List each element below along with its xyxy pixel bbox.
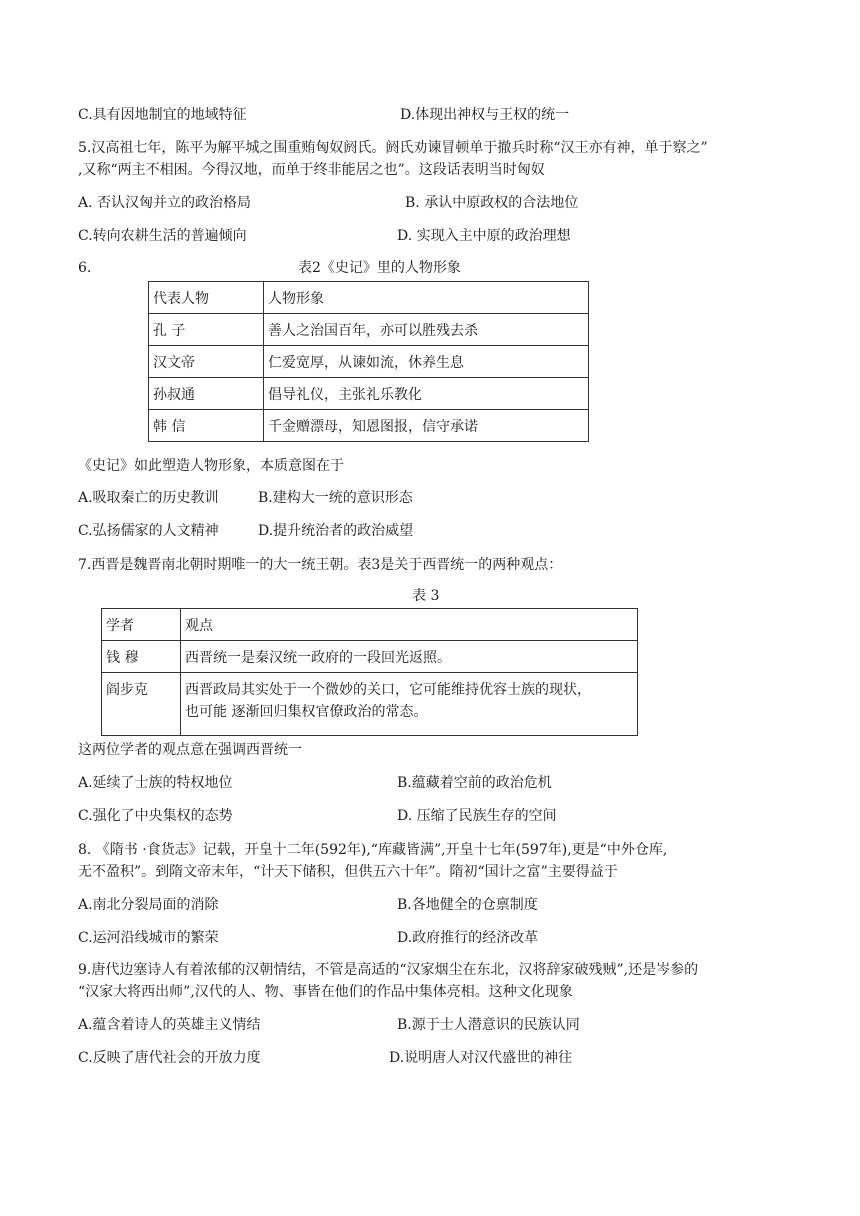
q8-option-a: A.南北分裂局面的消除 [78,897,219,913]
table-row [149,346,589,378]
q4-option-d: D.体现出神权与王权的统一 [400,107,570,123]
q7-stem: 7.西晋是魏晋南北朝时期唯一的大一统王朝。表3是关于西晋统一的两种观点： [78,557,563,573]
table-cell [181,673,638,736]
table-header-cell: 人物形象 [264,282,589,314]
q9-option-a: A.蕴含着诗人的英雄主义情结 [78,1017,261,1033]
table-cell: 孙叔通 [149,378,264,410]
table-header-cell: 代表人物 [149,282,264,314]
table-cell: 阎步克 [102,673,181,736]
q8-option-c: C.运河沿线城市的繁荣 [78,930,219,946]
table-row [102,641,638,673]
table-cell: 善人之治国百年，亦可以胜残去杀 [264,314,589,346]
table-cell: 韩 信 [149,410,264,442]
q7-question: 这两位学者的观点意在强调西晋统一 [78,742,302,758]
table-cell-line: 也可能 逐渐回归集权官僚政治的常态。 [185,704,428,720]
table-cell: 千金赠漂母，知恩图报，信守承诺 [264,410,589,442]
table-cell: 孔 子 [149,314,264,346]
q5-stem-line2: ,又称“两主不相困。今得汉地，而单于终非能居之也”。这段话表明当时匈奴 [78,162,545,178]
q5-option-d: D. 实现入主中原的政治理想 [397,228,571,244]
q6-option-d: D.提升统治者的政治威望 [258,523,414,539]
q6-option-b: B.建构大一统的意识形态 [258,490,413,506]
q9-stem-line1: 9.唐代边塞诗人有着浓郁的汉朝情结，不管是高适的“汉家烟尘在东北，汉将辞家破残贼”,还是岑参的 [78,962,699,978]
q5-option-b: B. 承认中原政权的合法地位 [405,195,579,211]
table-cell: 西晋统一是秦汉统一政府的一段回光返照。 [181,641,638,673]
q9-option-c: C.反映了唐代社会的开放力度 [78,1050,261,1066]
table-header-cell: 观点 [181,609,638,641]
q8-option-b: B.各地健全的仓禀制度 [397,897,538,913]
q6-option-c: C.弘扬儒家的人文精神 [78,523,219,539]
table-header-row [149,282,589,314]
q7-option-c: C.强化了中央集权的态势 [78,808,233,824]
q6-table-title: 表2《史记》里的人物形象 [298,260,461,276]
q5-option-c: C.转向农耕生活的普遍倾向 [78,228,247,244]
q9-option-b: B.源于士人潜意识的民族认同 [397,1017,580,1033]
q6-number: 6. [78,260,92,276]
q5-option-a: A. 否认汉匈并立的政治格局 [78,195,252,211]
q7-option-a: A.延续了士族的特权地位 [78,775,233,791]
q6-table [148,281,589,442]
table-cell: 倡导礼仪，主张礼乐教化 [264,378,589,410]
q7-table [101,608,638,736]
q6-stem: 《史记》如此塑造人物形象，本质意图在于 [78,458,344,474]
table-row [149,314,589,346]
q4-option-c: C.具有因地制宜的地域特征 [78,107,247,123]
q7-option-d: D. 压缩了民族生存的空间 [397,808,557,824]
table-cell: 钱 穆 [102,641,181,673]
q5-stem-line1: 5.汉高祖七年，陈平为解平城之围重贿匈奴阏氏。阏氏劝谏冒顿单于撤兵时称“汉王亦有神，单于察之” [78,140,708,156]
table-row [149,378,589,410]
table-cell: 汉文帝 [149,346,264,378]
q9-stem-line2: “汉家大将西出师”,汉代的人、物、事皆在他们的作品中集体亮相。这种文化现象 [78,984,573,1000]
table-header-cell: 学者 [102,609,181,641]
table-cell-line: 西晋政局其实处于一个微妙的关口，它可能维持优容士族的现状， [185,682,591,698]
q9-option-d: D.说明唐人对汉代盛世的神往 [389,1050,573,1066]
q8-option-d: D.政府推行的经济改革 [397,930,539,946]
table-cell: 仁爱宽厚，从谏如流，休养生息 [264,346,589,378]
q6-option-a: A.吸取秦亡的历史教训 [78,490,219,506]
q8-stem-line1: 8. 《隋书 ·食货志》记载，开皇十二年(592年),“库藏皆满”,开皇十七年(597年),更是“中外仓库, [78,842,668,858]
table-header-row [102,609,638,641]
q7-option-b: B.蕴藏着空前的政治危机 [397,775,552,791]
q7-table-title: 表 3 [412,588,440,604]
q8-stem-line2: 无不盈积”。到隋文帝末年，“计天下储积，但供五六十年”。隋初“国计之富”主要得益于 [78,864,618,880]
table-row [102,673,638,736]
table-row [149,410,589,442]
